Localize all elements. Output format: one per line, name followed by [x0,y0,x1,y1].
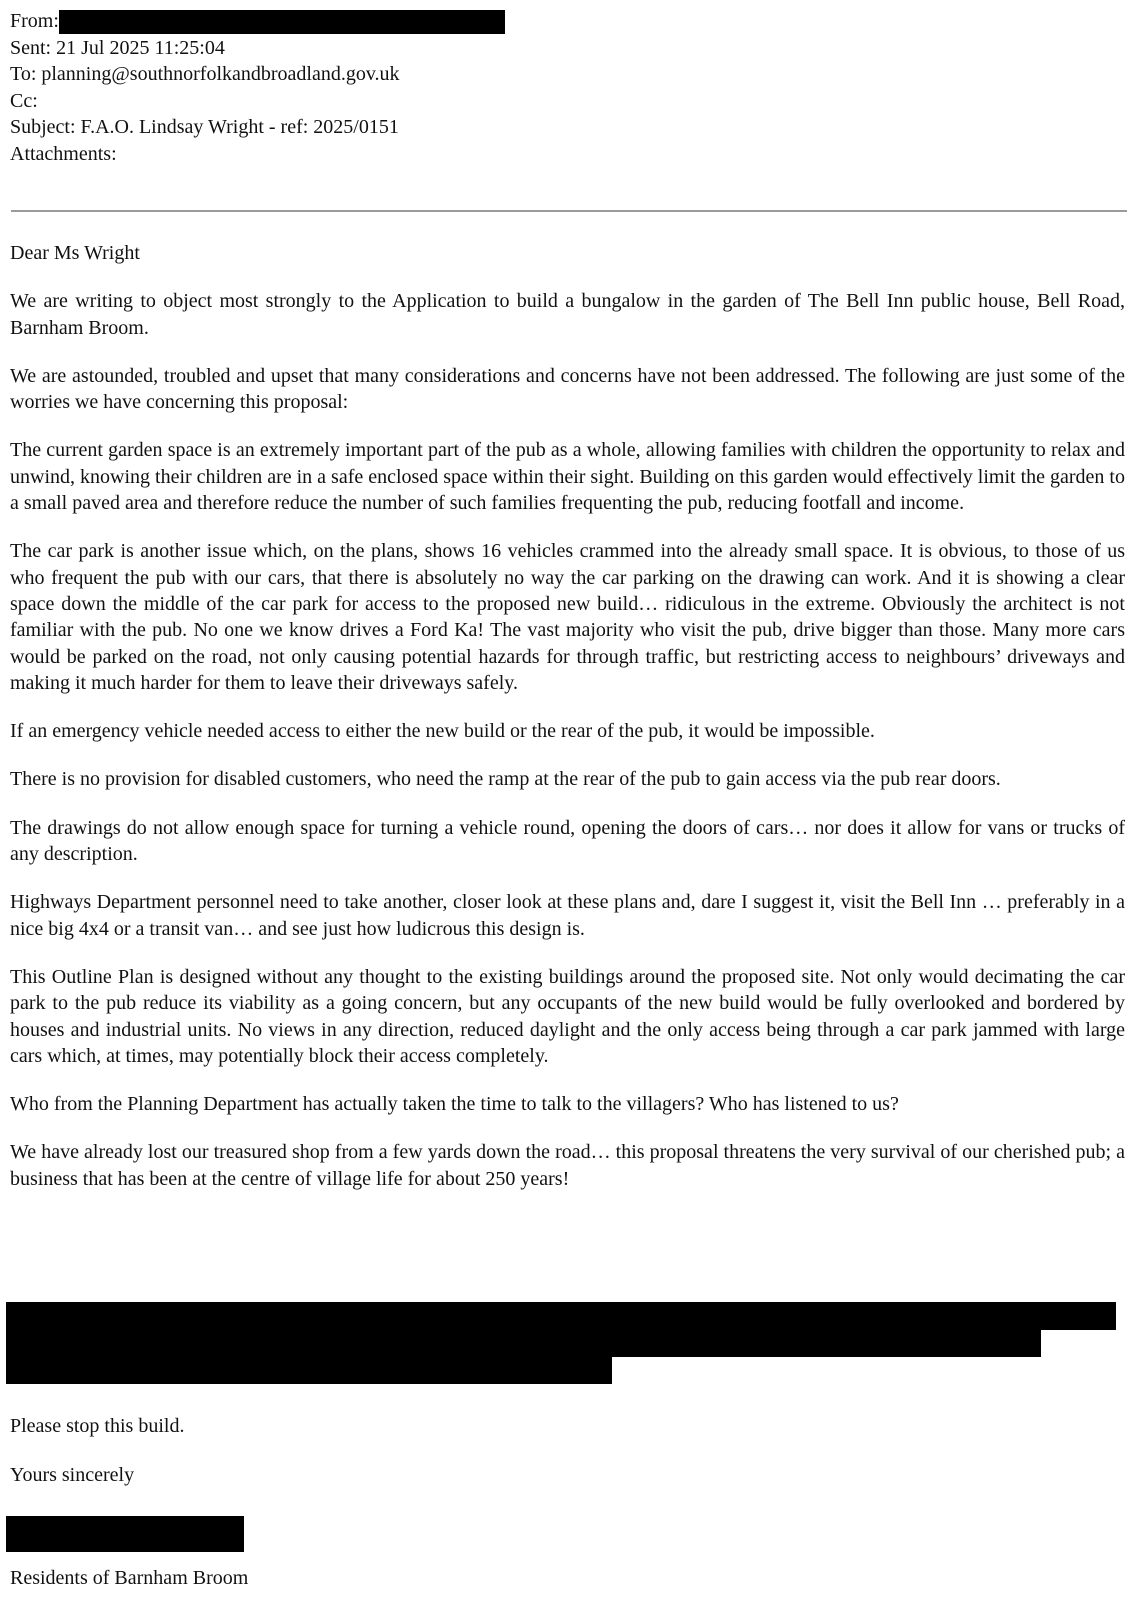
closing-signature: Residents of Barnham Broom [10,1567,249,1589]
redacted-sender [59,10,505,34]
paragraph: We have already lost our treasured shop from a few yards down the road… this proposal threatens the very survival of our cherished pub; a business that has been at the centre of village life for about 250 years! [10,1141,1125,1190]
redaction-bar [6,1302,1116,1330]
paragraph: Highways Department personnel need to take another, closer look at these plans and, dare I suggest it, visit the Bell Inn … preferably in a nice big 4x4 or a transit van… and see just how ludicrous this design is. [10,891,1125,940]
paragraph: We are astounded, troubled and upset that many considerations and concerns have not been addressed. The following are just some of the worries we have concerning this proposal: [10,364,1125,414]
redacted-signature [6,1516,244,1552]
paragraph: If an emergency vehicle needed access to either the new build or the rear of the pub, it would be impossible. [10,720,875,743]
from-row [10,8,1110,35]
letter-body [10,240,1125,1214]
subject-line: Subject: F.A.O. Lindsay Wright - ref: 2025/0151 [10,116,399,138]
sent-line: Sent: 21 Jul 2025 11:25:04 [10,36,225,59]
redacted-paragraph [6,1302,1116,1384]
paragraph: The current garden space is an extremely important part of the pub as a whole, allowing families with children the opportunity to relax and unwind, knowing their children are in a safe enclosed space within their sight. Building on this garden would effectively limit the garden to a small paved area and therefore reduce the number of such families frequenting the pub, reducing footfall and income. [10,439,1125,515]
closing-signoff: Yours sincerely [10,1464,135,1486]
from-label: From: [10,10,59,32]
attachments-line: Attachments: [10,142,117,165]
paragraph: This Outline Plan is designed without any thought to the existing buildings around the proposed site. Not only would decimating the car park to the pub reduce its viability as a going concern, but any occupants of the new build would be fully overlooked and bordered by houses and industrial units. No views in any direction, reduced daylight and the only access being through a car park jammed with large cars which, at times, may potentially block their access completely. [10,965,1125,1067]
paragraph: The car park is another issue which, on the plans, shows 16 vehicles crammed into the already small space. It is obvious, to those of us who frequent the pub with our cars, that there is absolutely no way the car parking on the drawing can work. And it is showing a clear space down the middle of the car park for access to the proposed new build… ridiculous in the extreme. Obviously the architect is not familiar with the pub. No one we know drives a Ford Ka! The vast majority who visit the pub, drive bigger than those. Many more cars would be parked on the road, not only causing potential hazards for through traffic, but restricting access to neighbours’ driveways and making it much harder for them to leave their driveways safely. [10,540,1125,694]
salutation: Dear Ms Wright [10,242,140,264]
paragraph: We are writing to object most strongly to the Application to build a bungalow in the garden of The Bell Inn public house, Bell Road, Barnham Broom. [10,290,1125,339]
to-line: To: planning@southnorfolkandbroadland.gov.uk [10,63,400,85]
email-header [10,8,1110,167]
paragraph: There is no provision for disabled customers, who need the ramp at the rear of the pub to gain access via the pub rear doors. [10,768,1001,791]
redaction-bar [6,1330,1041,1357]
paragraph: The drawings do not allow enough space for turning a vehicle round, opening the doors of cars… nor does it allow for vans or trucks of any description. [10,816,1125,866]
cc-line: Cc: [10,89,38,112]
closing-plea: Please stop this build. [10,1415,185,1437]
header-divider [11,210,1127,212]
redaction-bar [6,1357,612,1384]
paragraph: Who from the Planning Department has actually taken the time to talk to the villagers? Who has listened to us? [10,1093,899,1116]
